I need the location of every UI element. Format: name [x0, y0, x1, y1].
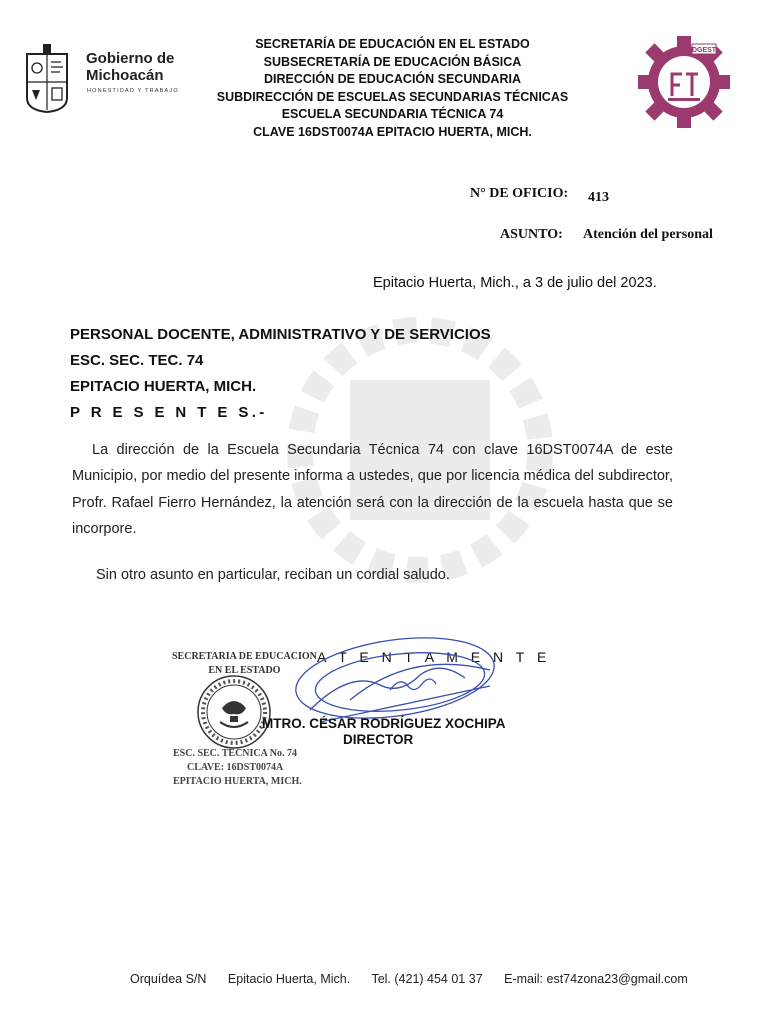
stamp-line: SECRETARIA DE EDUCACION: [172, 651, 317, 662]
government-name-line1: Gobierno de: [86, 50, 175, 67]
recipient-line: PERSONAL DOCENTE, ADMINISTRATIVO Y DE SERVICIOS: [70, 326, 491, 343]
footer-phone: Tel. (421) 454 01 37: [371, 972, 483, 986]
footer-email: E-mail: est74zona23@gmail.com: [504, 972, 688, 986]
recipient-block: [70, 322, 491, 426]
signer-role: DIRECTOR: [343, 732, 414, 747]
dgest-logo-text: DGEST: [691, 47, 717, 54]
letterhead-line: ESCUELA SECUNDARIA TÉCNICA 74: [281, 107, 504, 122]
stamp-line: CLAVE: 16DST0074A: [187, 762, 284, 773]
oficio-number: 413: [588, 190, 609, 205]
dgest-gear-logo-icon: [638, 36, 730, 128]
stamp-line: ESC. SEC. TECNICA No. 74: [173, 748, 298, 759]
michoacan-coat-of-arms-icon: [24, 40, 70, 114]
government-name-line2: Michoacán: [86, 67, 164, 84]
footer-address: Orquídea S/N: [130, 972, 207, 986]
recipient-presentes: P R E S E N T E S.-: [70, 404, 268, 421]
stamp-footer: [173, 747, 302, 789]
footer: [130, 972, 688, 986]
letterhead: [200, 36, 585, 142]
letterhead-line: SUBDIRECCIÓN DE ESCUELAS SECUNDARIAS TÉCNICAS: [216, 89, 569, 104]
letterhead-line: DIRECCIÓN DE EDUCACIÓN SECUNDARIA: [264, 72, 521, 87]
government-name: [86, 50, 174, 84]
stamp-line: EN EL ESTADO: [208, 665, 281, 676]
government-motto: HONESTIDAD Y TRABAJO: [87, 88, 179, 94]
handwritten-signature-icon: [290, 630, 505, 730]
atentamente: A T E N T A M E N T E: [317, 649, 551, 665]
asunto-label: ASUNTO:: [500, 227, 563, 242]
asunto-value: Atención del personal: [583, 227, 713, 242]
official-seal-icon: [194, 672, 274, 752]
closing-line: Sin otro asunto en particular, reciban un cordial saludo.: [96, 567, 450, 583]
stamp-line: EPITACIO HUERTA, MICH.: [173, 776, 302, 787]
date-line: Epitacio Huerta, Mich., a 3 de julio del 2023.: [373, 275, 657, 291]
letterhead-line: SUBSECRETARÍA DE EDUCACIÓN BÁSICA: [263, 54, 522, 69]
body-paragraph: La dirección de la Escuela Secundaria Técnica 74 con clave 16DST0074A de este Municipio, por medio del presente informa a ustedes, que por licencia médica del subdirector, Profr. Rafael Fierro Hernández, la atención será con la dirección de la escuela hasta que se incorpore.: [72, 442, 673, 537]
recipient-line: ESC. SEC. TEC. 74: [70, 352, 204, 369]
oficio-label: N° DE OFICIO:: [470, 186, 569, 201]
recipient-line: EPITACIO HUERTA, MICH.: [70, 378, 257, 395]
footer-city: Epitacio Huerta, Mich.: [227, 972, 351, 986]
signer-name: MTRO. CÉSAR RODRÍGUEZ XOCHIPA: [262, 716, 506, 731]
letterhead-line: CLAVE 16DST0074A EPITACIO HUERTA, MICH.: [253, 124, 532, 139]
letterhead-line: SECRETARÍA DE EDUCACIÓN EN EL ESTADO: [255, 37, 530, 51]
